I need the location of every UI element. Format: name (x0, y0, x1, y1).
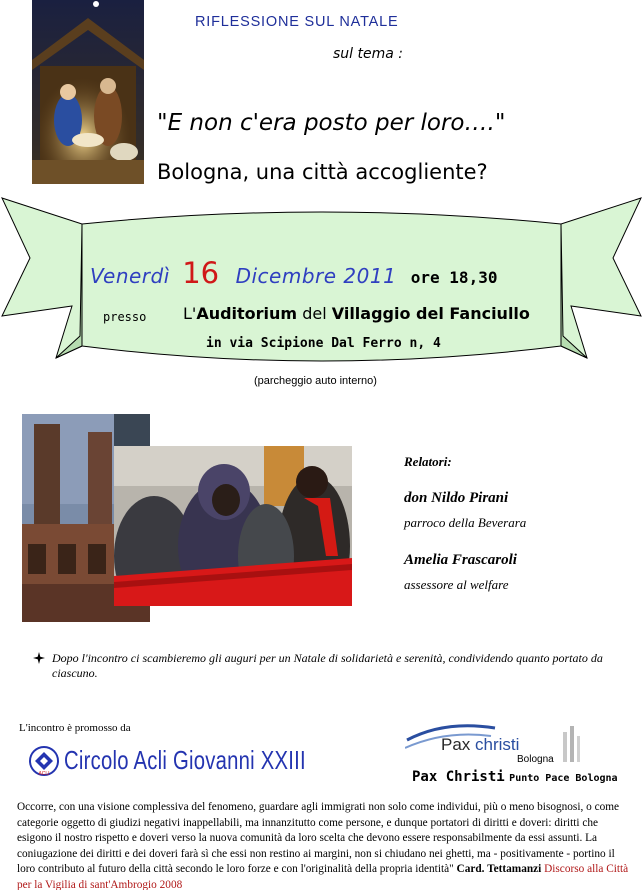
presso-label: presso (103, 310, 147, 324)
venue-prefix: L' (183, 304, 197, 323)
acli-circle-name: Circolo Acli Giovanni XXIII (64, 745, 306, 775)
event-weekday: Venerdì (90, 264, 170, 288)
closing-note: Dopo l'incontro ci scambieremo gli auguri per un Natale di solidarietà e serenità, condividendo quanto portato da ciascuno. (52, 651, 603, 680)
migrants-crowd-photo (114, 446, 352, 606)
diamond-bullet-icon (33, 652, 45, 664)
speaker-role: parroco della Beverara (404, 515, 527, 530)
speakers-label: Relatori: (404, 454, 452, 469)
event-date-line (90, 256, 497, 290)
quote-text: Occorre, con una visione complessiva del fenomeno, guardare agli immigrati non solo come individui, più o meno bisognosi, o come categorie oggetto di giudizi negativi inappellabili, ma innanzitutto come persone, e dunque portatori di diritti e doveri: diritti che esigono il nostro rispetto e doveri verso la nuova comunità da loro scelta che devono essere responsabilmente da essi assunti. La coniugazione dei diritti e dei doveri farà sì che essi non restino ai margini, non si chiudano nei ghetti, ma - positivamente - portino il loro contributo al futuro della città secondo le loro forze e con l'originalità della propria identità" (17, 801, 620, 875)
venue-auditorium: Auditorium (196, 304, 298, 323)
acli-logo-text: ACLI (38, 771, 50, 776)
header-title: RIFLESSIONE SUL NATALE (195, 14, 399, 30)
speaker-role: assessore al welfare (404, 577, 509, 592)
tettamanzi-quote (17, 800, 629, 890)
event-month-year: Dicembre 2011 (235, 264, 397, 288)
quote-source: Discorso alla Città per la Vigilia di sant'Ambrogio 2008 (17, 863, 629, 890)
header-subtitle: sul tema : (333, 46, 403, 62)
venue-name: Villaggio del Fanciullo (331, 304, 530, 323)
event-day-number: 16 (182, 256, 220, 290)
nativity-image (32, 0, 144, 184)
venue-mid: del (297, 304, 332, 323)
event-time: ore 18,30 (410, 268, 498, 287)
speaker-name: Amelia Frascaroli (404, 552, 517, 568)
pax-logo-city: Bologna (517, 754, 554, 765)
pax-christi-logo (405, 718, 590, 770)
pax-logo-pax: Pax (441, 735, 471, 754)
parking-note: (parcheggio auto interno) (254, 375, 377, 387)
event-quote-title: "E non c'era posto per loro…." (157, 110, 506, 136)
pax-christi-caption (412, 768, 618, 786)
event-question: Bologna, una città accogliente? (157, 160, 488, 184)
pax-caption-sub: Punto Pace Bologna (509, 773, 618, 784)
promoted-by-label: L'incontro è promosso da (19, 722, 131, 734)
pax-caption-main: Pax Christi (412, 769, 505, 785)
event-venue (183, 304, 530, 323)
quote-author: Card. Tettamanzi (456, 863, 542, 875)
speaker-name: don Nildo Pirani (404, 490, 509, 506)
acli-logo-icon (28, 746, 60, 776)
pax-logo-christi: christi (475, 735, 520, 754)
event-address: in via Scipione Dal Ferro n, 4 (206, 336, 441, 351)
